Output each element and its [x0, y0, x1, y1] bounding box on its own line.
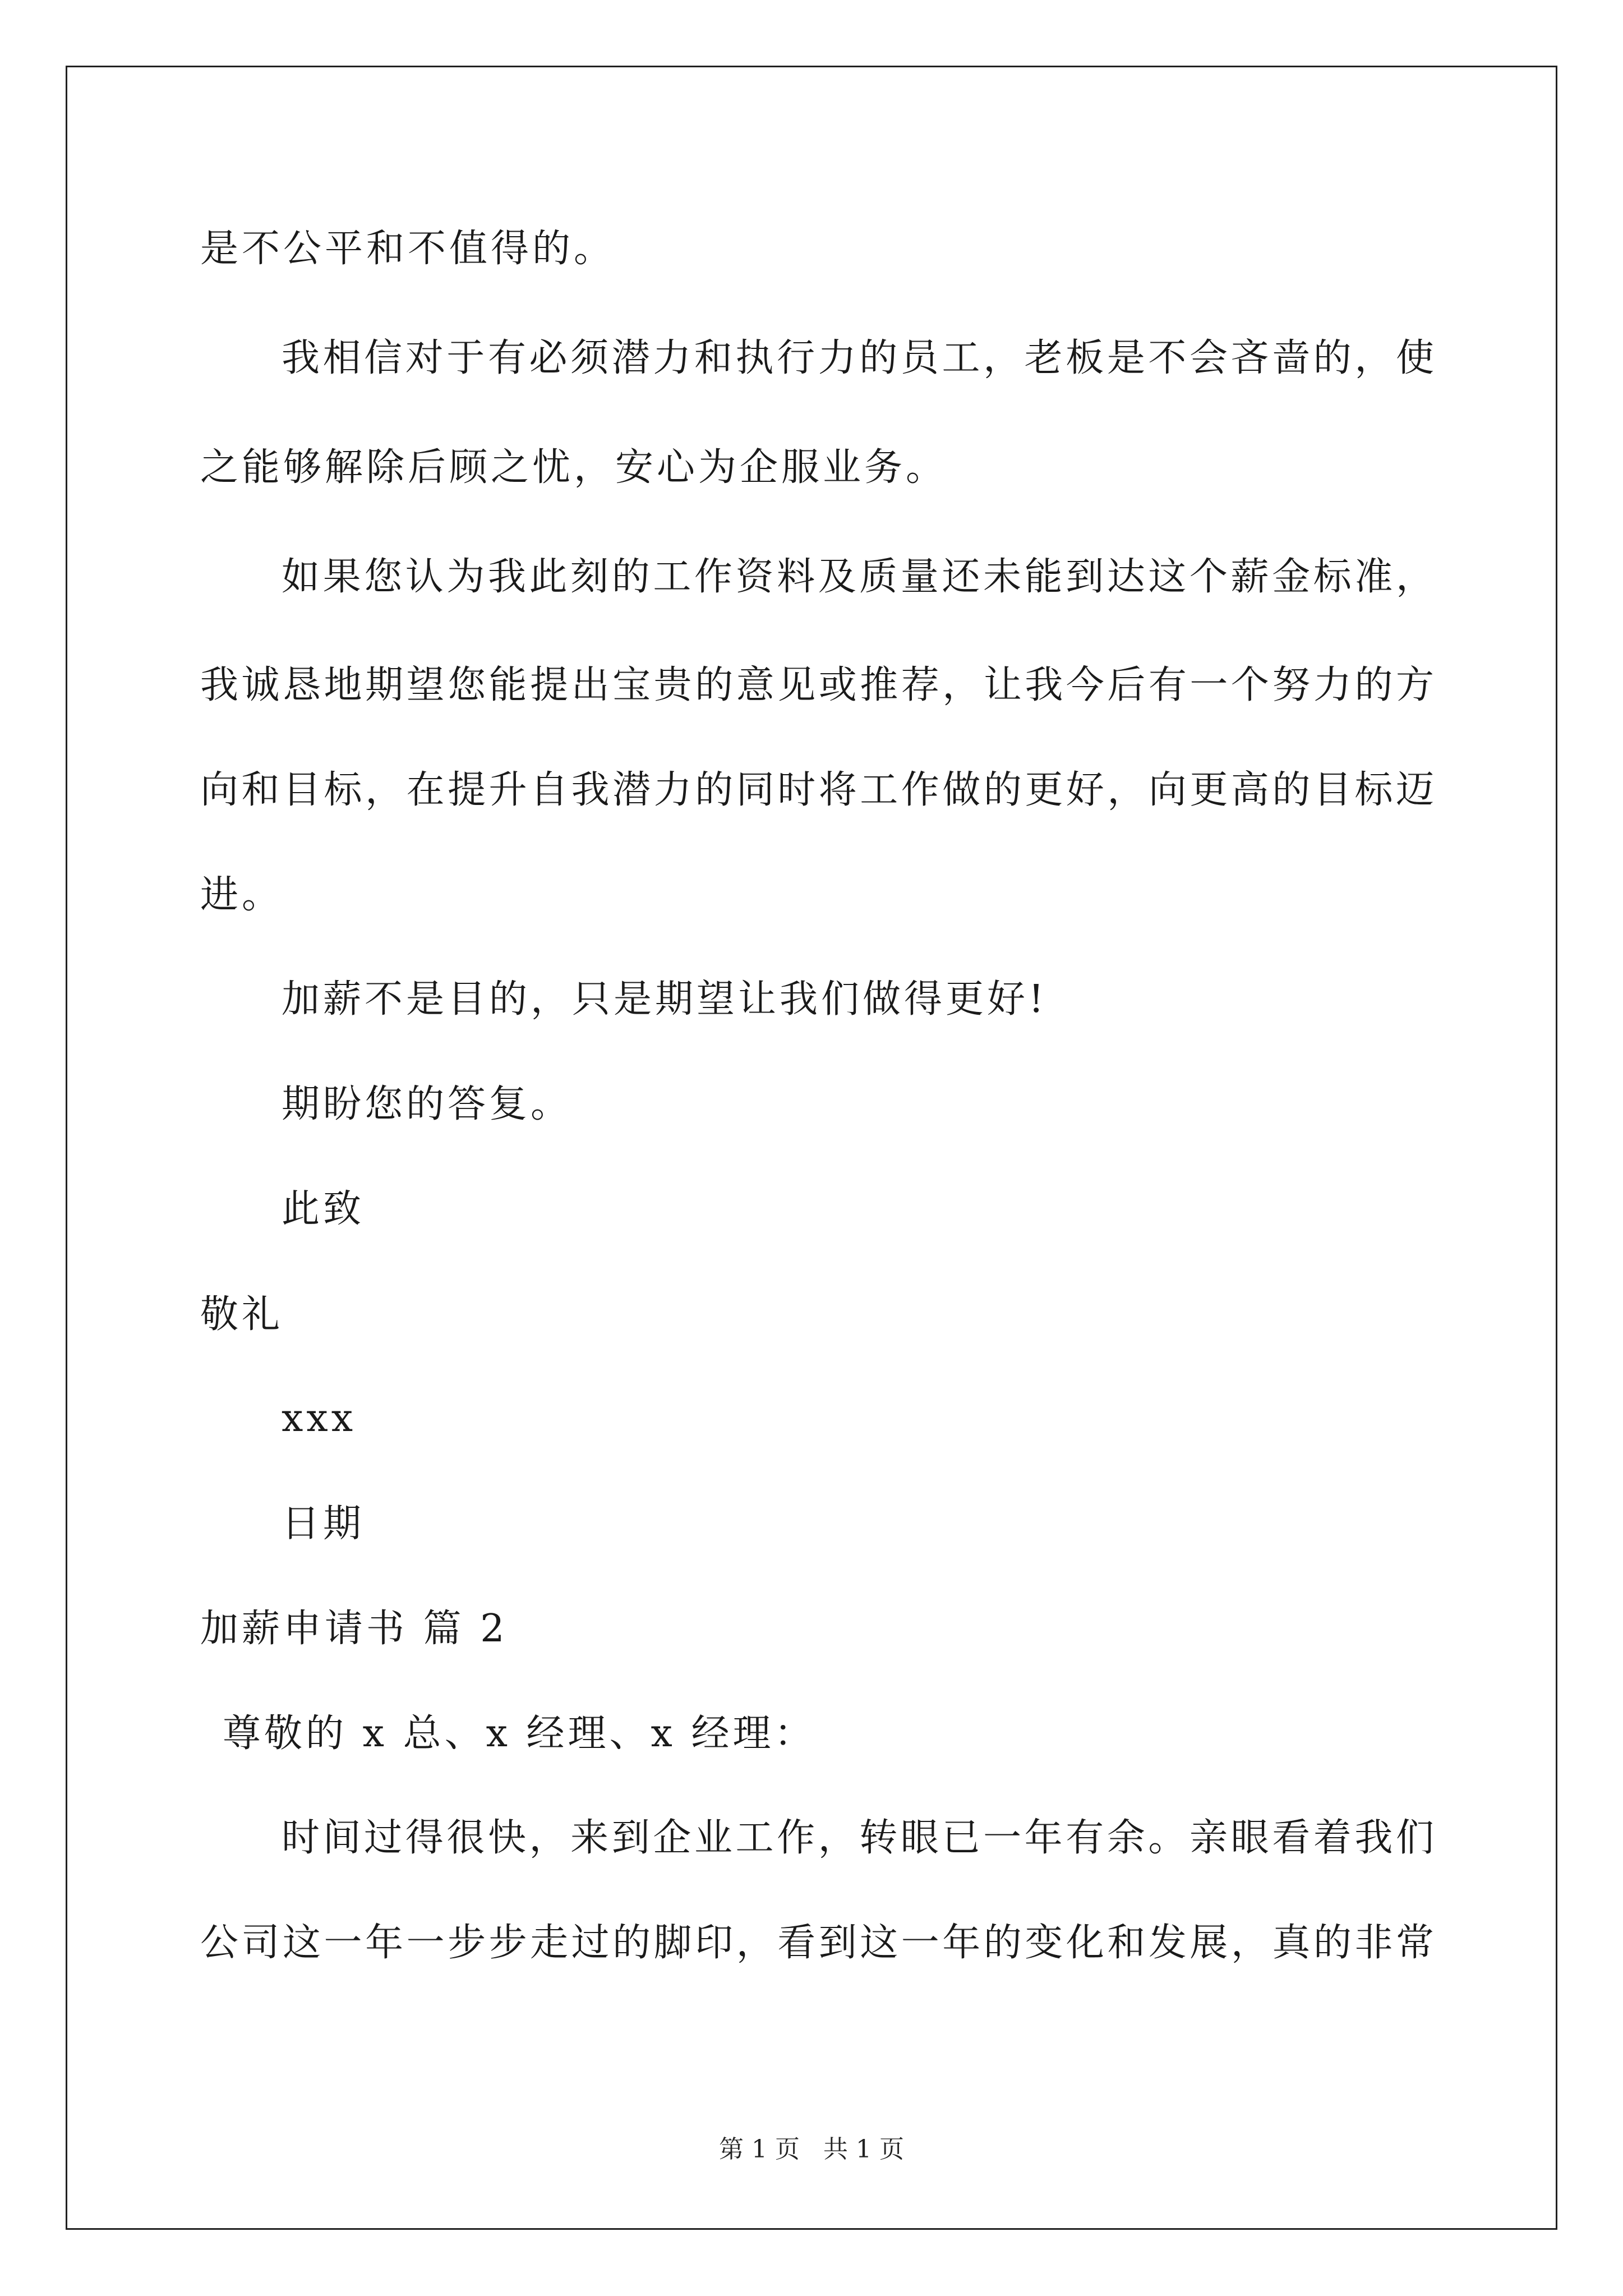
paragraph-line: 时间过得很快，来到企业工作，转眼已一年有余。亲眼看着我们 [282, 1816, 1434, 1860]
salutation-line: 尊敬的 x 总、x 经理、x 经理： [223, 1711, 816, 1756]
paragraph-line: 向和目标，在提升自我潜力的同时将工作做的更好，向更高的目标迈 [200, 768, 1434, 812]
page-border [66, 66, 1557, 2230]
section-heading: 加薪申请书 篇 2 [200, 1607, 508, 1651]
paragraph-line: 是不公平和不值得的。 [200, 227, 616, 271]
closing-line: 此致 [282, 1187, 365, 1231]
paragraph-line: 加薪不是目的，只是期望让我们做得更好! [282, 977, 1048, 1022]
signature-date: 日期 [282, 1502, 365, 1546]
paragraph-line: 我诚恳地期望您能提出宝贵的意见或推荐，让我今后有一个努力的方 [200, 663, 1434, 707]
paragraph-line: 之能够解除后顾之忧，安心为企服业务。 [200, 445, 948, 490]
page-footer: 第 1 页 共 1 页 [719, 2135, 904, 2164]
signature-name: xxx [282, 1396, 357, 1441]
paragraph-line: 期盼您的答复。 [282, 1082, 573, 1126]
paragraph-line: 公司这一年一步步走过的脚印，看到这一年的变化和发展，真的非常 [200, 1921, 1434, 1965]
paragraph-line: 如果您认为我此刻的工作资料及质量还未能到达这个薪金标准， [282, 555, 1434, 599]
paragraph-line: 进。 [200, 873, 284, 917]
closing-salute: 敬礼 [200, 1292, 284, 1337]
paragraph-line: 我相信对于有必须潜力和执行力的员工，老板是不会吝啬的，使 [282, 336, 1434, 380]
